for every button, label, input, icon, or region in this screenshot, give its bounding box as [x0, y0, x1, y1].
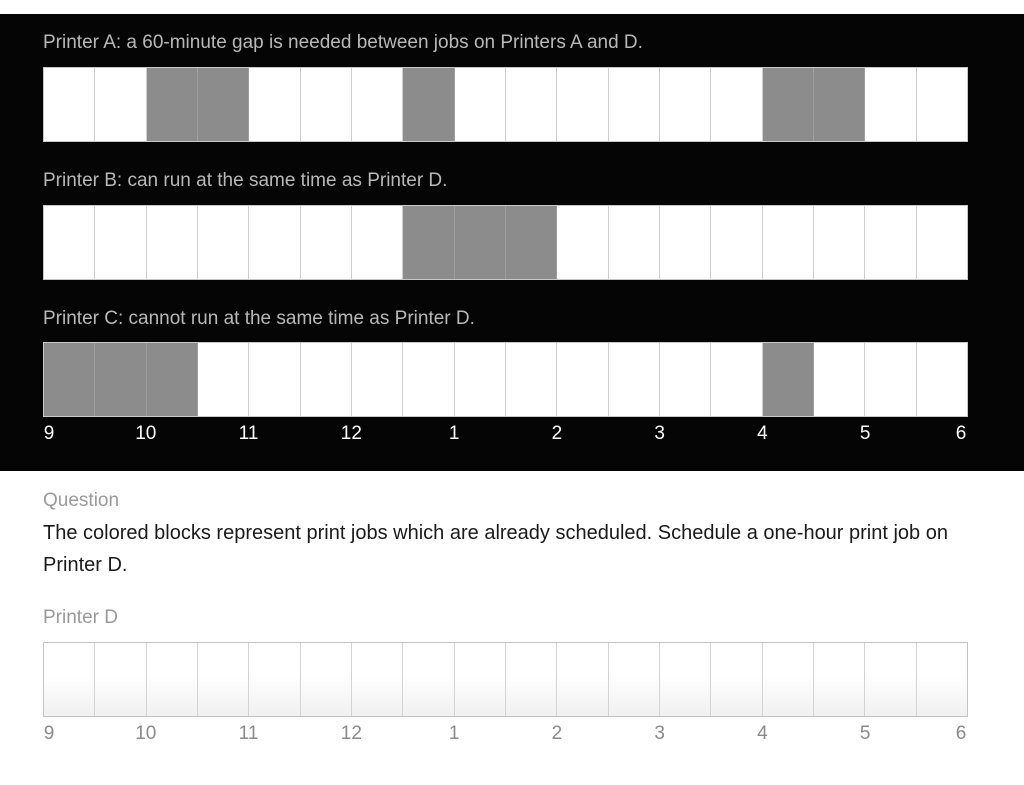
scheduled-job-slot — [403, 206, 454, 279]
printer-d-label: Printer D — [43, 607, 118, 628]
time-slot — [249, 343, 300, 416]
schedule-slot[interactable] — [95, 643, 146, 716]
time-slot — [147, 206, 198, 279]
hour-tick-label: 2 — [551, 423, 563, 444]
time-slot — [198, 206, 249, 279]
schedule-slot[interactable] — [301, 643, 352, 716]
scheduled-job-slot — [95, 343, 146, 416]
printer-c-timeline — [43, 342, 968, 417]
time-slot — [763, 206, 814, 279]
scheduled-job-slot — [455, 206, 506, 279]
time-slot — [557, 68, 608, 141]
hour-tick-label: 2 — [551, 723, 563, 744]
time-slot — [95, 68, 146, 141]
scheduled-job-slot — [147, 68, 198, 141]
time-slot — [198, 343, 249, 416]
scheduled-job-slot — [403, 68, 454, 141]
schedule-slot[interactable] — [198, 643, 249, 716]
time-slot — [865, 68, 916, 141]
question-heading: Question — [43, 490, 120, 511]
time-slot — [917, 206, 967, 279]
hour-tick-label: 6 — [955, 723, 967, 744]
hour-tick-label: 11 — [238, 723, 259, 744]
schedule-slot[interactable] — [609, 643, 660, 716]
printer-b-label: Printer B: can run at the same time as Printer D. — [43, 170, 448, 191]
hour-tick-label: 12 — [340, 423, 362, 444]
time-slot — [660, 343, 711, 416]
time-slot — [506, 343, 557, 416]
scheduled-job-slot — [506, 206, 557, 279]
hour-tick-label: 6 — [955, 423, 967, 444]
time-slot — [301, 343, 352, 416]
time-slot — [403, 343, 454, 416]
hour-tick-label: 10 — [135, 423, 157, 444]
time-axis-bottom — [0, 723, 1024, 747]
time-slot — [352, 68, 403, 141]
hour-tick-label: 9 — [43, 423, 55, 444]
time-slot — [814, 343, 865, 416]
time-slot — [301, 68, 352, 141]
time-slot — [44, 68, 95, 141]
hour-tick-label: 4 — [757, 423, 768, 444]
hour-tick-label: 9 — [43, 723, 55, 744]
time-slot — [865, 206, 916, 279]
time-slot — [44, 206, 95, 279]
time-slot — [711, 343, 762, 416]
time-axis-top — [0, 423, 1024, 447]
scheduled-job-slot — [763, 68, 814, 141]
hour-tick-label: 10 — [135, 723, 157, 744]
time-slot — [95, 206, 146, 279]
hour-tick-label: 1 — [448, 723, 460, 744]
time-slot — [249, 68, 300, 141]
schedule-slot[interactable] — [455, 643, 506, 716]
time-slot — [917, 343, 967, 416]
printer-c-label: Printer C: cannot run at the same time as Printer D. — [43, 308, 475, 329]
time-slot — [506, 68, 557, 141]
time-slot — [609, 343, 660, 416]
time-slot — [711, 68, 762, 141]
time-slot — [352, 206, 403, 279]
time-slot — [865, 343, 916, 416]
hour-tick-label: 1 — [448, 423, 460, 444]
time-slot — [711, 206, 762, 279]
time-slot — [557, 343, 608, 416]
printer-a-timeline — [43, 67, 968, 142]
question-text: The colored blocks represent print jobs which are already scheduled. Schedule a one-hour print job on Printer D. — [43, 522, 948, 576]
time-slot — [609, 206, 660, 279]
time-slot — [352, 343, 403, 416]
time-slot — [301, 206, 352, 279]
hour-tick-label: 5 — [859, 423, 871, 444]
time-slot — [249, 206, 300, 279]
schedule-slot[interactable] — [917, 643, 967, 716]
scheduled-job-slot — [147, 343, 198, 416]
time-slot — [557, 206, 608, 279]
time-slot — [609, 68, 660, 141]
schedule-slot[interactable] — [865, 643, 916, 716]
time-slot — [917, 68, 967, 141]
hour-tick-label: 12 — [340, 723, 362, 744]
schedule-slot[interactable] — [352, 643, 403, 716]
schedule-slot[interactable] — [660, 643, 711, 716]
scheduled-job-slot — [814, 68, 865, 141]
time-slot — [660, 206, 711, 279]
printer-a-label: Printer A: a 60-minute gap is needed between jobs on Printers A and D. — [43, 32, 643, 53]
printer-d-timeline[interactable] — [43, 642, 968, 717]
scheduled-job-slot — [763, 343, 814, 416]
time-slot — [455, 343, 506, 416]
scheduled-job-slot — [44, 343, 95, 416]
time-slot — [814, 206, 865, 279]
hour-tick-label: 3 — [654, 423, 665, 444]
scheduled-job-slot — [198, 68, 249, 141]
time-slot — [660, 68, 711, 141]
schedule-slot[interactable] — [147, 643, 198, 716]
schedule-slot[interactable] — [763, 643, 814, 716]
schedule-slot[interactable] — [711, 643, 762, 716]
time-slot — [455, 68, 506, 141]
schedule-slot[interactable] — [814, 643, 865, 716]
hour-tick-label: 3 — [654, 723, 665, 744]
hour-tick-label: 4 — [757, 723, 768, 744]
hour-tick-label: 5 — [859, 723, 871, 744]
schedule-slot[interactable] — [44, 643, 95, 716]
schedule-slot[interactable] — [506, 643, 557, 716]
schedule-slot[interactable] — [403, 643, 454, 716]
schedule-slot[interactable] — [557, 643, 608, 716]
schedule-slot[interactable] — [249, 643, 300, 716]
hour-tick-label: 11 — [238, 423, 259, 444]
printer-b-timeline — [43, 205, 968, 280]
